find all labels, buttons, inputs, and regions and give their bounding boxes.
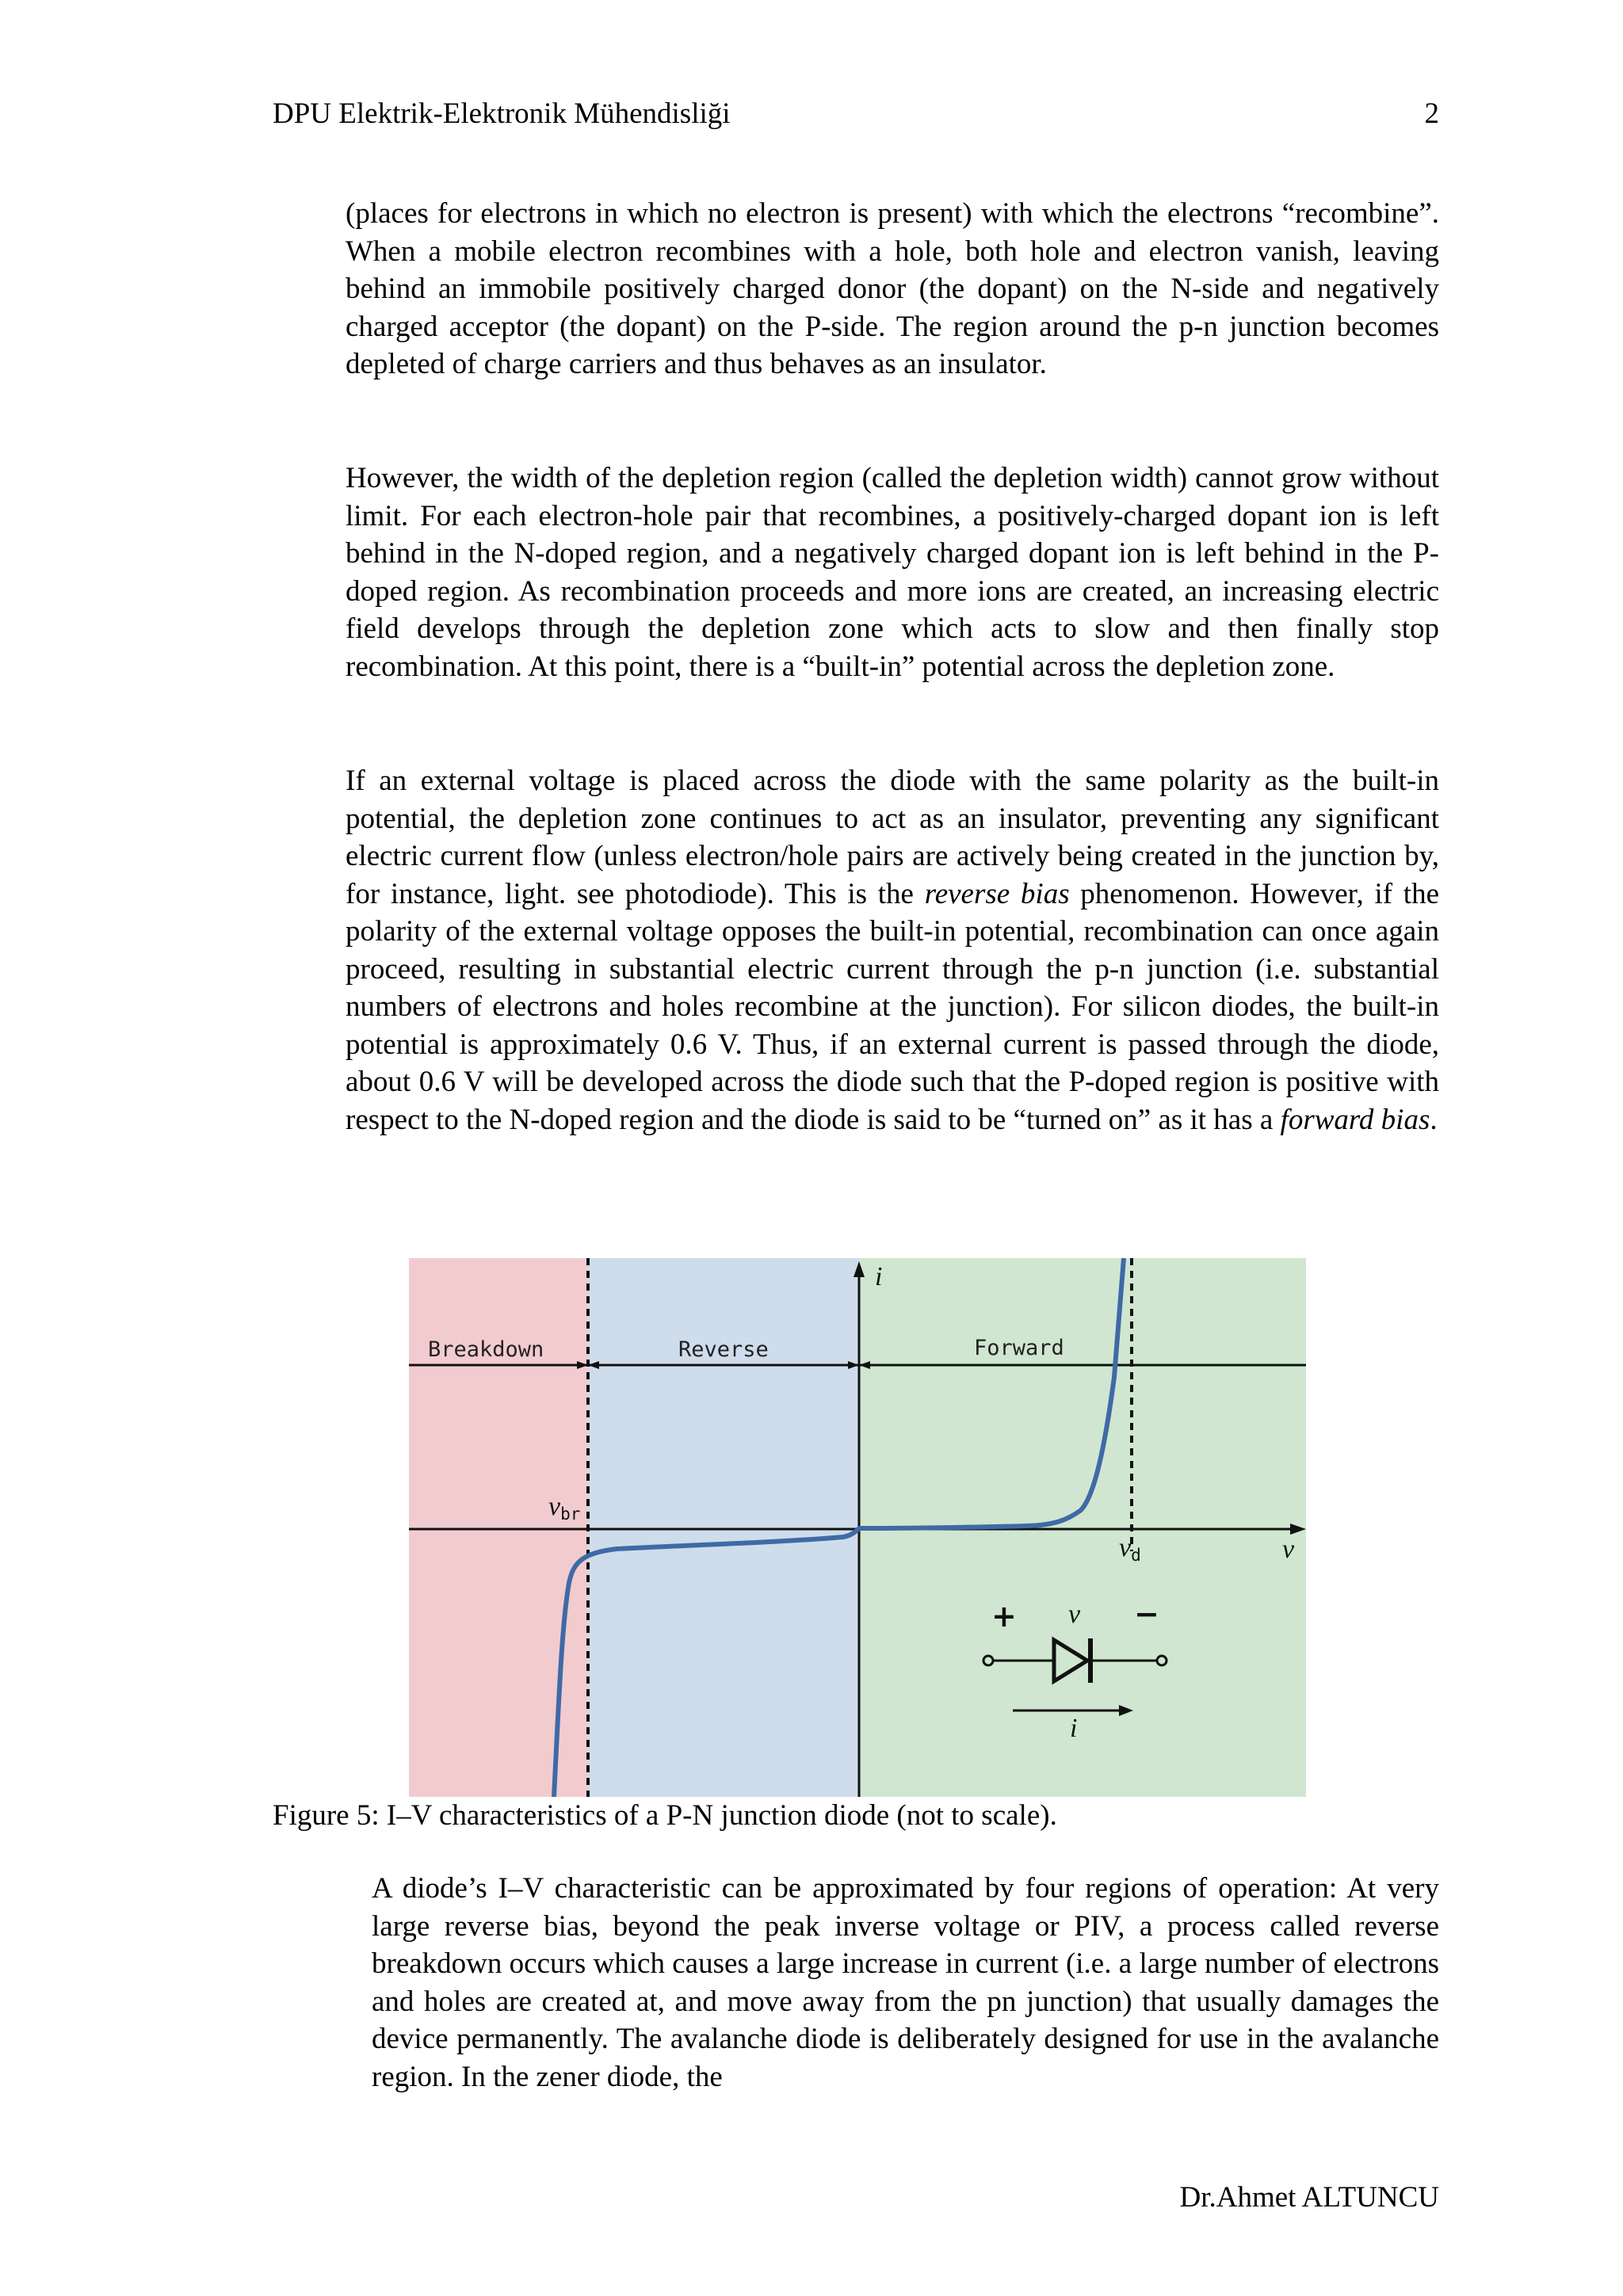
reverse-bias-term: reverse bias: [924, 877, 1070, 910]
bias-text-1: If an external voltage is placed across the diode with the same polarity as the built-in potential, the depletion zone continues to act as an insulator, preventing any significant electric current flow (unless electron/hole pairs are actively being created in the junction by, for instance, light. see photodiode). This is the: [346, 765, 1439, 910]
figure-caption: Figure 5: I–V characteristics of a P-N junction diode (not to scale).: [273, 1799, 1057, 1832]
bias-text-3: .: [1430, 1103, 1438, 1136]
label-reverse: Reverse: [678, 1337, 769, 1362]
diode-current-label: i: [1070, 1714, 1078, 1743]
vd-label-main: v: [1119, 1533, 1132, 1562]
paragraph-bias: [346, 762, 1439, 1138]
paragraph-regions: A diode’s I–V characteristic can be approximated by four regions of operation: At very large reverse bias, beyond the peak inverse voltage or PIV, a process called reverse breakdown occurs which causes a large increase in current (i.e. a large number of electrons and holes are created at, and move away from the pn junction) that usually damages the device permanently. The avalanche diode is deliberately designed for use in the avalanche region. In the zener diode, the: [372, 1872, 1439, 2093]
axis-label-v: v: [1282, 1535, 1295, 1564]
diode-minus: −: [1134, 1596, 1159, 1631]
label-forward: Forward: [974, 1336, 1064, 1360]
label-breakdown: Breakdown: [428, 1337, 544, 1362]
vd-label-sub: d: [1131, 1546, 1141, 1565]
footer-author: Dr.Ahmet ALTUNCU: [1179, 2181, 1439, 2214]
diode-voltage-label: v: [1068, 1600, 1081, 1629]
page-number: 2: [1424, 97, 1439, 130]
iv-characteristic-figure: [409, 1258, 1306, 1797]
vbr-label-main: v: [548, 1492, 561, 1521]
axis-label-i: i: [875, 1262, 883, 1291]
bias-text-2: phenomenon. However, if the polarity of the external voltage opposes the built-in potential, recombination can once again proceed, resulting in substantial electric current through the p-n junction (i.e. substantial numbers of electrons and holes recombine at the junction). For silicon diodes, the built-in potential is approximately 0.6 V. Thus, if an external current is passed through the diode, about 0.6 V will be developed across the diode such that the P-doped region is positive with respect to the N-doped region and the diode is said to be “turned on” as it has a: [346, 877, 1439, 1136]
paragraph-depletion-width: However, the width of the depletion region (called the depletion width) cannot grow without limit. For each electron-hole pair that recombines, a positively-charged dopant ion is left behind in the N-doped region, and a negatively charged dopant ion is left behind in the P-doped region. As recombination proceeds and more ions are created, an increasing electric field develops through the depletion zone which acts to slow and then finally stop recombination. At this point, there is a “built-in” potential across the depletion zone.: [346, 462, 1439, 683]
iv-chart: [409, 1258, 1306, 1797]
vbr-label-sub: br: [560, 1505, 581, 1524]
forward-bias-term: forward bias: [1280, 1103, 1430, 1136]
page-header-title: DPU Elektrik-Elektronik Mühendisliği: [273, 97, 731, 130]
diode-plus: +: [991, 1599, 1017, 1634]
paragraph-recombination: (places for electrons in which no electron is present) with which the electrons “recombine”. When a mobile electron recombines with a hole, both hole and electron vanish, leaving behind an immobile positively charged donor (the dopant) on the N-side and negatively charged acceptor (the dopant) on the P-side. The region around the p-n junction becomes depleted of charge carriers and thus behaves as an insulator.: [346, 197, 1439, 380]
